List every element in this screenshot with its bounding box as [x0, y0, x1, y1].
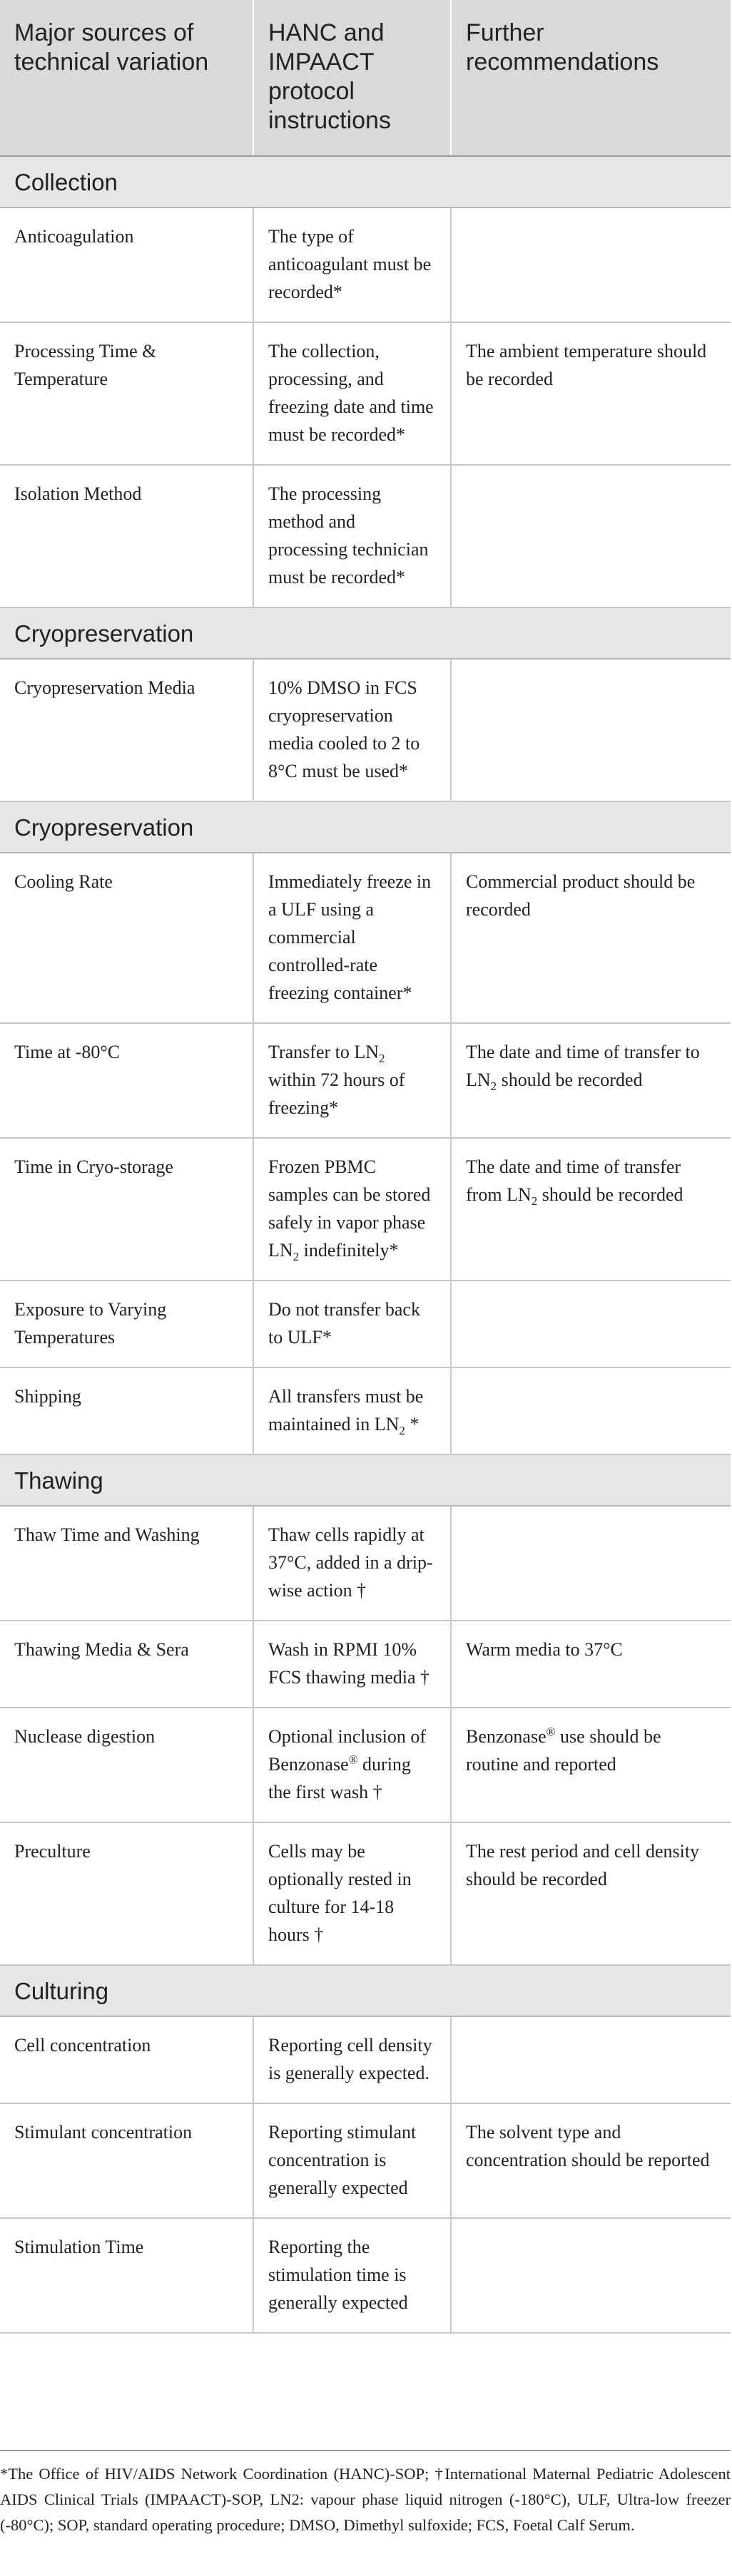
cell-source: Cryopreservation Media [0, 659, 253, 801]
cell-text: indefinitely* [299, 1240, 399, 1261]
cell-instruction [253, 1138, 451, 1281]
table-header [0, 0, 731, 156]
table-row [0, 2016, 731, 2103]
cell-recommendation: Warm media to 37°C [451, 1621, 731, 1708]
table-row [0, 1023, 731, 1138]
cell-instruction: The collection, processing, and freezing date and time must be recorded* [253, 322, 451, 465]
superscript: ® [546, 1725, 556, 1739]
section-row [0, 801, 731, 853]
header-protocol-instructions: HANC and IMPAACT protocol instructions [253, 0, 451, 156]
cell-recommendation [451, 207, 731, 322]
cell-recommendation [451, 1506, 731, 1621]
table-row [0, 1822, 731, 1965]
cell-recommendation [451, 1023, 731, 1138]
section-title: Cryopreservation [0, 801, 731, 853]
table-row [0, 1138, 731, 1281]
cell-recommendation: Commercial product should be recorded [451, 853, 731, 1023]
cell-recommendation [451, 1138, 731, 1281]
cell-source: Thawing Media & Sera [0, 1621, 253, 1708]
table-row [0, 207, 731, 322]
section-title: Thawing [0, 1454, 731, 1506]
cell-recommendation [451, 1367, 731, 1454]
cell-source: Nuclease digestion [0, 1708, 253, 1822]
section-title: Collection [0, 156, 731, 207]
cell-source: Preculture [0, 1822, 253, 1965]
table-row [0, 322, 731, 465]
cell-recommendation: The rest period and cell density should be recorded [451, 1822, 731, 1965]
cell-instruction: 10% DMSO in FCS cryopreservation media cooled to 2 to 8°C must be used* [253, 659, 451, 801]
cell-instruction [253, 1367, 451, 1454]
cell-instruction: Wash in RPMI 10% FCS thawing media † [253, 1621, 451, 1708]
subscript: 2 [399, 1424, 405, 1438]
cell-source: Thaw Time and Washing [0, 1506, 253, 1621]
cell-text: Frozen PBMC samples can be stored safely in vapor phase LN [268, 1156, 431, 1261]
cell-recommendation [451, 1708, 731, 1822]
cell-text: The date and time of transfer to LN [466, 1042, 700, 1090]
cell-text: should be recorded [497, 1069, 643, 1090]
cell-source: Exposure to Varying Temperatures [0, 1281, 253, 1367]
cell-text: All transfers must be maintained in LN [268, 1386, 424, 1435]
cell-recommendation: The ambient temperature should be recorded [451, 322, 731, 465]
table-row [0, 1367, 731, 1454]
cell-source: Time at -80°C [0, 1023, 253, 1138]
subscript: 2 [379, 1052, 385, 1066]
section-row [0, 1454, 731, 1506]
table-row [0, 1708, 731, 1822]
section-row [0, 156, 731, 207]
cell-instruction: Immediately freeze in a ULF using a commercial controlled-rate freezing container* [253, 853, 451, 1023]
cell-source: Shipping [0, 1367, 253, 1454]
cell-text: Benzonase [466, 1726, 547, 1747]
header-row [0, 0, 731, 156]
cell-text: Transfer to LN [268, 1042, 380, 1062]
cell-recommendation [451, 2016, 731, 2103]
cell-source: Processing Time & Temperature [0, 322, 253, 465]
cell-text: should be recorded [537, 1184, 683, 1205]
cell-instruction: Reporting cell density is generally expected. [253, 2016, 451, 2103]
cell-instruction: Thaw cells rapidly at 37°C, added in a drip-wise action † [253, 1506, 451, 1621]
header-further-recommendations: Further recommendations [451, 0, 731, 156]
cell-instruction: Reporting the stimulation time is generally expected [253, 2218, 451, 2333]
cell-source: Cooling Rate [0, 853, 253, 1023]
section-row [0, 1965, 731, 2016]
table-row [0, 2103, 731, 2218]
table-row [0, 659, 731, 801]
cell-source: Cell concentration [0, 2016, 253, 2103]
cell-recommendation [451, 465, 731, 607]
superscript: ® [348, 1753, 358, 1767]
table-row [0, 2218, 731, 2333]
cell-text: * [405, 1414, 420, 1435]
subscript: 2 [293, 1250, 300, 1264]
section-row [0, 607, 731, 659]
cell-instruction [253, 1023, 451, 1138]
table-footnote: *The Office of HIV/AIDS Network Coordination (HANC)-SOP; †International Maternal Pediatric Adolescent AIDS Clinical Trials (IMPAACT)-SOP, LN2: vapour phase liquid nitrogen (-180°C), ULF, Ultra-low freezer (-80°C); SOP, standard operating procedure; DMSO, Dimethyl sulfoxide; FCS, Foetal Calf Serum. [0, 2450, 731, 2538]
table-body [0, 156, 731, 2333]
table-row [0, 1621, 731, 1708]
cell-instruction [253, 1708, 451, 1822]
section-title: Culturing [0, 1965, 731, 2016]
cell-recommendation: The solvent type and concentration should be reported [451, 2103, 731, 2218]
cell-recommendation [451, 2218, 731, 2333]
cell-recommendation [451, 659, 731, 801]
cell-source: Anticoagulation [0, 207, 253, 322]
table-row [0, 465, 731, 607]
cell-instruction: Cells may be optionally rested in culture for 14-18 hours † [253, 1822, 451, 1965]
cell-instruction: Do not transfer back to ULF* [253, 1281, 451, 1367]
cell-text: Optional inclusion of Benzonase [268, 1726, 426, 1775]
cell-text: during the first wash † [268, 1754, 411, 1802]
cell-text: within 72 hours of freezing* [268, 1069, 405, 1118]
cell-instruction: The type of anticoagulant must be recorded* [253, 207, 451, 322]
table-row [0, 1281, 731, 1367]
cell-source: Stimulant concentration [0, 2103, 253, 2218]
subscript: 2 [531, 1194, 538, 1209]
cell-instruction: The processing method and processing technician must be recorded* [253, 465, 451, 607]
section-title: Cryopreservation [0, 607, 731, 659]
subscript: 2 [490, 1079, 497, 1094]
cell-instruction: Reporting stimulant concentration is generally expected [253, 2103, 451, 2218]
cell-source: Isolation Method [0, 465, 253, 607]
cell-source: Time in Cryo-storage [0, 1138, 253, 1281]
table-row [0, 853, 731, 1023]
cell-text: use should be routine and reported [466, 1726, 661, 1775]
cell-recommendation [451, 1281, 731, 1367]
table-row [0, 1506, 731, 1621]
header-sources: Major sources of technical variation [0, 0, 253, 156]
cell-text: The date and time of transfer from LN [466, 1156, 681, 1205]
cell-source: Stimulation Time [0, 2218, 253, 2333]
